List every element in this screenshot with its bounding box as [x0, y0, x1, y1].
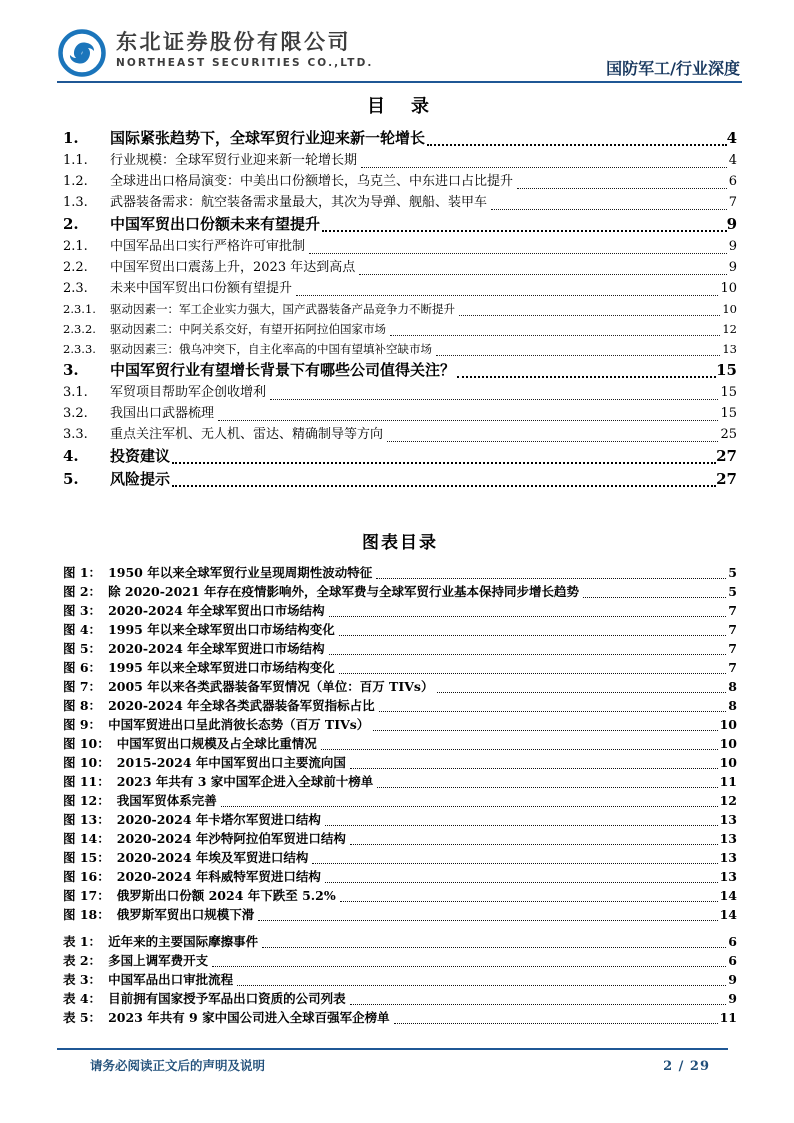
figure-entry-page: 10	[719, 755, 737, 770]
dotted-leader	[339, 635, 727, 636]
figure-entry-label: 图 11：	[63, 774, 110, 789]
dotted-leader	[321, 749, 718, 750]
figure-entry-title: 1995 年以来全球军贸进口市场结构变化	[108, 660, 335, 675]
figure-entry-page: 12	[719, 793, 737, 808]
figure-entry-page: 7	[728, 660, 737, 675]
figures-heading: 图表目录	[362, 533, 438, 553]
figure-entry-label: 图 14：	[63, 831, 110, 846]
table-entry-label: 表 5：	[63, 1010, 102, 1025]
dotted-leader	[312, 863, 717, 864]
toc-entry-title: 中国军品出口实行严格许可审批制	[110, 239, 306, 254]
dotted-leader	[221, 806, 718, 807]
toc-heading: 目 录	[367, 96, 433, 117]
figure-entry	[63, 620, 737, 639]
toc-entry	[63, 403, 737, 424]
page-number: 2 / 29	[663, 1059, 710, 1074]
dotted-leader	[436, 355, 720, 356]
toc-entry	[63, 278, 737, 299]
dotted-leader	[390, 335, 720, 336]
toc-entry-number: 3.3.	[63, 427, 88, 442]
dotted-leader	[322, 230, 727, 232]
toc-entry-number: 2.3.2.	[63, 322, 96, 336]
dotted-leader	[329, 616, 727, 617]
toc-entry-title: 驱动因素三：俄乌冲突下，自主化率高的中国有望填补空缺市场	[110, 342, 432, 356]
toc-entry-number: 1.1.	[63, 153, 88, 168]
figure-entry	[63, 601, 737, 620]
figure-entry-title: 2020-2024 年卡塔尔军贸进口结构	[116, 812, 321, 827]
toc-entry-title: 武器装备需求：航空装备需求量最大，其次为导弹、舰船、装甲车	[110, 195, 488, 210]
figure-entry-title: 1950 年以来全球军贸行业呈现周期性波动特征	[108, 565, 373, 580]
toc-entry-page: 15	[720, 385, 737, 400]
dotted-leader	[262, 947, 726, 948]
dotted-leader	[359, 274, 727, 275]
dotted-leader	[387, 441, 718, 442]
toc-entry-number: 2.3.1.	[63, 302, 96, 316]
table-entry	[63, 1008, 737, 1027]
figure-entry	[63, 905, 737, 924]
toc-entry-number: 1.3.	[63, 195, 88, 210]
figure-entry-label: 图 15：	[63, 850, 110, 865]
figure-entry	[63, 772, 737, 791]
figure-entry-title: 2020-2024 年全球军贸进口市场结构	[108, 641, 325, 656]
company-name-cn: 东北证券股份有限公司	[116, 30, 351, 54]
table-entry	[63, 989, 737, 1008]
toc-entry-page: 15	[720, 406, 737, 421]
figure-entry-page: 13	[719, 831, 737, 846]
figure-entry-label: 图 18：	[63, 907, 110, 922]
figure-entry-page: 5	[728, 565, 737, 580]
figure-entry	[63, 829, 737, 848]
figure-entry-title: 2020-2024 年科威特军贸进口结构	[116, 869, 321, 884]
figure-entry-label: 图 10：	[63, 736, 110, 751]
figure-entry-title: 俄罗斯出口份额 2024 年下跌至 5.2%	[116, 888, 336, 903]
table-entry-label: 表 2：	[63, 953, 102, 968]
table-entry	[63, 970, 737, 989]
table-entry-title: 近年来的主要国际摩擦事件	[108, 934, 259, 949]
toc-entry-page: 27	[716, 447, 737, 465]
figure-entry-title: 中国军贸进出口呈此消彼长态势（百万 TIVs）	[108, 717, 370, 732]
disclaimer-text: 请务必阅读正文后的声明及说明	[90, 1058, 266, 1073]
toc-entry	[63, 213, 737, 236]
figure-entry-page: 10	[719, 736, 737, 751]
toc-entry	[63, 319, 737, 339]
dotted-leader	[172, 485, 716, 487]
figure-entry	[63, 848, 737, 867]
figure-entry	[63, 791, 737, 810]
figure-entry-label: 图 13：	[63, 812, 110, 827]
toc-entry-title: 军贸项目帮助军企创收增利	[110, 385, 267, 400]
toc-entry	[63, 257, 737, 278]
dotted-leader	[296, 295, 718, 296]
figure-entry-page: 8	[728, 698, 737, 713]
dotted-leader	[583, 597, 726, 598]
figure-entry-title: 2020-2024 年沙特阿拉伯军贸进口结构	[116, 831, 346, 846]
toc-entry-page: 4	[728, 153, 737, 168]
toc-entry-title: 行业规模：全球军贸行业迎来新一轮增长期	[110, 153, 358, 168]
northeast-securities-logo-icon	[57, 28, 107, 78]
footer-divider-line	[57, 1048, 728, 1050]
toc-entry	[63, 382, 737, 403]
figure-entry-title: 中国军贸出口规模及占全球比重情况	[116, 736, 317, 751]
figure-entry-title: 我国军贸体系完善	[116, 793, 217, 808]
figure-entry-label: 图 2：	[63, 584, 102, 599]
toc-entry-title: 风险提示	[110, 470, 171, 488]
toc-entry-page: 9	[728, 260, 737, 275]
figure-entry-label: 图 8：	[63, 698, 102, 713]
toc-entry	[63, 127, 737, 150]
figure-entry	[63, 639, 737, 658]
toc-entry-page: 25	[720, 427, 737, 442]
toc-entry-number: 5.	[63, 470, 79, 488]
figure-entry-title: 2020-2024 年全球军贸出口市场结构	[108, 603, 325, 618]
figure-entry-page: 10	[719, 717, 737, 732]
toc-entry-number: 3.	[63, 361, 79, 379]
table-entry	[63, 932, 737, 951]
figure-list	[63, 563, 737, 924]
figure-entry-page: 11	[719, 774, 737, 789]
dotted-leader	[325, 882, 718, 883]
toc-entry	[63, 236, 737, 257]
table-entry-title: 多国上调军费开支	[108, 953, 209, 968]
table-entry-title: 中国军品出口审批流程	[108, 972, 234, 987]
toc-entry-page: 4	[726, 129, 737, 147]
dotted-leader	[258, 920, 717, 921]
toc-entry-number: 2.3.3.	[63, 342, 96, 356]
figure-entry	[63, 867, 737, 886]
figure-entry-title: 1995 年以来全球军贸出口市场结构变化	[108, 622, 335, 637]
toc-entry	[63, 150, 737, 171]
figure-entry-page: 7	[728, 603, 737, 618]
report-category-tag: 国防军工/行业深度	[606, 59, 740, 78]
figure-entry-label: 图 3：	[63, 603, 102, 618]
figure-entry-label: 图 5：	[63, 641, 102, 656]
toc-list	[63, 127, 737, 491]
toc-entry-page: 10	[722, 302, 737, 316]
dotted-leader	[427, 144, 727, 146]
toc-entry	[63, 359, 737, 382]
figure-entry-page: 5	[728, 584, 737, 599]
table-entry-label: 表 3：	[63, 972, 102, 987]
dotted-leader	[491, 209, 727, 210]
dotted-leader	[309, 253, 727, 254]
toc-entry-title: 未来中国军贸出口份额有望提升	[110, 281, 293, 296]
toc-entry-number: 3.1.	[63, 385, 88, 400]
toc-entry-title: 全球进出口格局演变：中美出口份额增长，乌克兰、中东进口占比提升	[110, 174, 514, 189]
toc-entry-page: 6	[728, 174, 737, 189]
table-entry-page: 11	[719, 1010, 737, 1025]
toc-entry-title: 我国出口武器梳理	[110, 406, 215, 421]
figure-entry	[63, 810, 737, 829]
dotted-leader	[350, 844, 718, 845]
brand-text	[116, 28, 373, 69]
figure-entry-title: 2015-2024 年中国军贸出口主要流向国	[116, 755, 346, 770]
toc-entry	[63, 339, 737, 359]
figure-entry-label: 图 16：	[63, 869, 110, 884]
figure-entry-title: 俄罗斯军贸出口规模下滑	[116, 907, 255, 922]
figure-entry-label: 图 9：	[63, 717, 102, 732]
dotted-leader	[373, 730, 717, 731]
toc-entry	[63, 445, 737, 468]
dotted-leader	[340, 901, 718, 902]
toc-entry-number: 4.	[63, 447, 79, 465]
toc-entry-title: 驱动因素一：军工企业实力强大，国产武器装备产品竞争力不断提升	[110, 302, 455, 316]
table-entry-label: 表 1：	[63, 934, 102, 949]
figure-entry-title: 2020-2024 年埃及军贸进口结构	[116, 850, 309, 865]
figure-entry-page: 13	[719, 812, 737, 827]
figure-entry-label: 图 6：	[63, 660, 102, 675]
toc-entry-page: 27	[716, 470, 737, 488]
figure-entry-page: 13	[719, 850, 737, 865]
figure-entry	[63, 734, 737, 753]
dotted-leader	[212, 966, 726, 967]
figure-entry	[63, 582, 737, 601]
figure-entry	[63, 677, 737, 696]
table-entry-title: 2023 年共有 9 家中国公司进入全球百强军企榜单	[108, 1010, 390, 1025]
toc-entry-number: 3.2.	[63, 406, 88, 421]
toc-entry-page: 7	[728, 195, 737, 210]
dotted-leader	[339, 673, 727, 674]
figure-entry-title: 2005 年以来各类武器装备军贸情况（单位：百万 TIVs）	[108, 679, 434, 694]
toc-entry-title: 中国军贸出口份额未来有望提升	[110, 215, 321, 233]
dotted-leader	[376, 578, 726, 579]
dotted-leader	[361, 167, 727, 168]
figure-entry-page: 13	[719, 869, 737, 884]
figure-entry	[63, 696, 737, 715]
dotted-leader	[350, 768, 718, 769]
figure-entry-page: 8	[728, 679, 737, 694]
figure-entry-label: 图 17：	[63, 888, 110, 903]
table-entry-page: 6	[728, 953, 737, 968]
dotted-leader	[457, 376, 716, 378]
report-header	[57, 28, 742, 82]
page-content	[63, 95, 737, 1027]
table-entry-title: 目前拥有国家授予军品出口资质的公司列表	[108, 991, 346, 1006]
table-entry-page: 9	[728, 972, 737, 987]
toc-entry-page: 10	[720, 281, 737, 296]
dotted-leader	[379, 711, 727, 712]
dotted-leader	[350, 1004, 727, 1005]
toc-entry-title: 中国军贸行业有望增长背景下有哪些公司值得关注？	[110, 361, 456, 379]
dotted-leader	[517, 188, 727, 189]
figure-entry	[63, 753, 737, 772]
dotted-leader	[325, 825, 718, 826]
figure-entry-label: 图 1：	[63, 565, 102, 580]
dotted-leader	[394, 1023, 718, 1024]
figure-entry-label: 图 4：	[63, 622, 102, 637]
table-entry	[63, 951, 737, 970]
dotted-leader	[237, 985, 726, 986]
figure-entry-label: 图 10：	[63, 755, 110, 770]
toc-entry-title: 重点关注军机、无人机、雷达、精确制导等方向	[110, 427, 384, 442]
company-name-en: NORTHEAST SECURITIES CO.,LTD.	[116, 57, 374, 70]
table-entry-page: 6	[728, 934, 737, 949]
figure-entry-label: 图 7：	[63, 679, 102, 694]
dotted-leader	[329, 654, 727, 655]
toc-entry-number: 2.1.	[63, 239, 88, 254]
toc-entry-title: 驱动因素二：中阿关系交好，有望开拓阿拉伯国家市场	[110, 322, 386, 336]
toc-entry-number: 1.	[63, 129, 79, 147]
dotted-leader	[172, 462, 716, 464]
dotted-leader	[270, 399, 718, 400]
toc-entry	[63, 299, 737, 319]
dotted-leader	[459, 315, 720, 316]
figure-entry	[63, 658, 737, 677]
table-entry-page: 9	[728, 991, 737, 1006]
figure-entry	[63, 715, 737, 734]
header-divider-line	[57, 81, 742, 83]
figure-entry-title: 除 2020-2021 年存在疫情影响外，全球军费与全球军贸行业基本保持同步增长趋势	[108, 584, 580, 599]
toc-entry-page: 9	[728, 239, 737, 254]
figure-entry-title: 2023 年共有 3 家中国军企进入全球前十榜单	[116, 774, 374, 789]
toc-entry	[63, 468, 737, 491]
toc-entry-number: 2.	[63, 215, 79, 233]
toc-entry	[63, 424, 737, 445]
figure-entry-page: 7	[728, 622, 737, 637]
figure-entry-page: 14	[719, 888, 737, 903]
toc-entry-page: 13	[722, 342, 737, 356]
figure-entry	[63, 886, 737, 905]
page-footer	[57, 1056, 728, 1074]
toc-entry-page: 9	[726, 215, 737, 233]
figure-entry-page: 14	[719, 907, 737, 922]
toc-entry	[63, 171, 737, 192]
figure-entry-title: 2020-2024 年全球各类武器装备军贸指标占比	[108, 698, 375, 713]
toc-entry-number: 2.2.	[63, 260, 88, 275]
toc-entry-page: 12	[722, 322, 737, 336]
figure-entry-label: 图 12：	[63, 793, 110, 808]
dotted-leader	[437, 692, 726, 693]
toc-entry-number: 2.3.	[63, 281, 88, 296]
toc-entry-title: 中国军贸出口震荡上升，2023 年达到高点	[110, 260, 356, 275]
dotted-leader	[218, 420, 718, 421]
table-list	[63, 932, 737, 1027]
dotted-leader	[377, 787, 717, 788]
toc-entry-title: 国际紧张趋势下，全球军贸行业迎来新一轮增长	[110, 129, 426, 147]
toc-entry-title: 投资建议	[110, 447, 171, 465]
figure-entry	[63, 563, 737, 582]
figure-entry-page: 7	[728, 641, 737, 656]
toc-entry	[63, 192, 737, 213]
toc-entry-page: 15	[716, 361, 737, 379]
table-entry-label: 表 4：	[63, 991, 102, 1006]
toc-entry-number: 1.2.	[63, 174, 88, 189]
